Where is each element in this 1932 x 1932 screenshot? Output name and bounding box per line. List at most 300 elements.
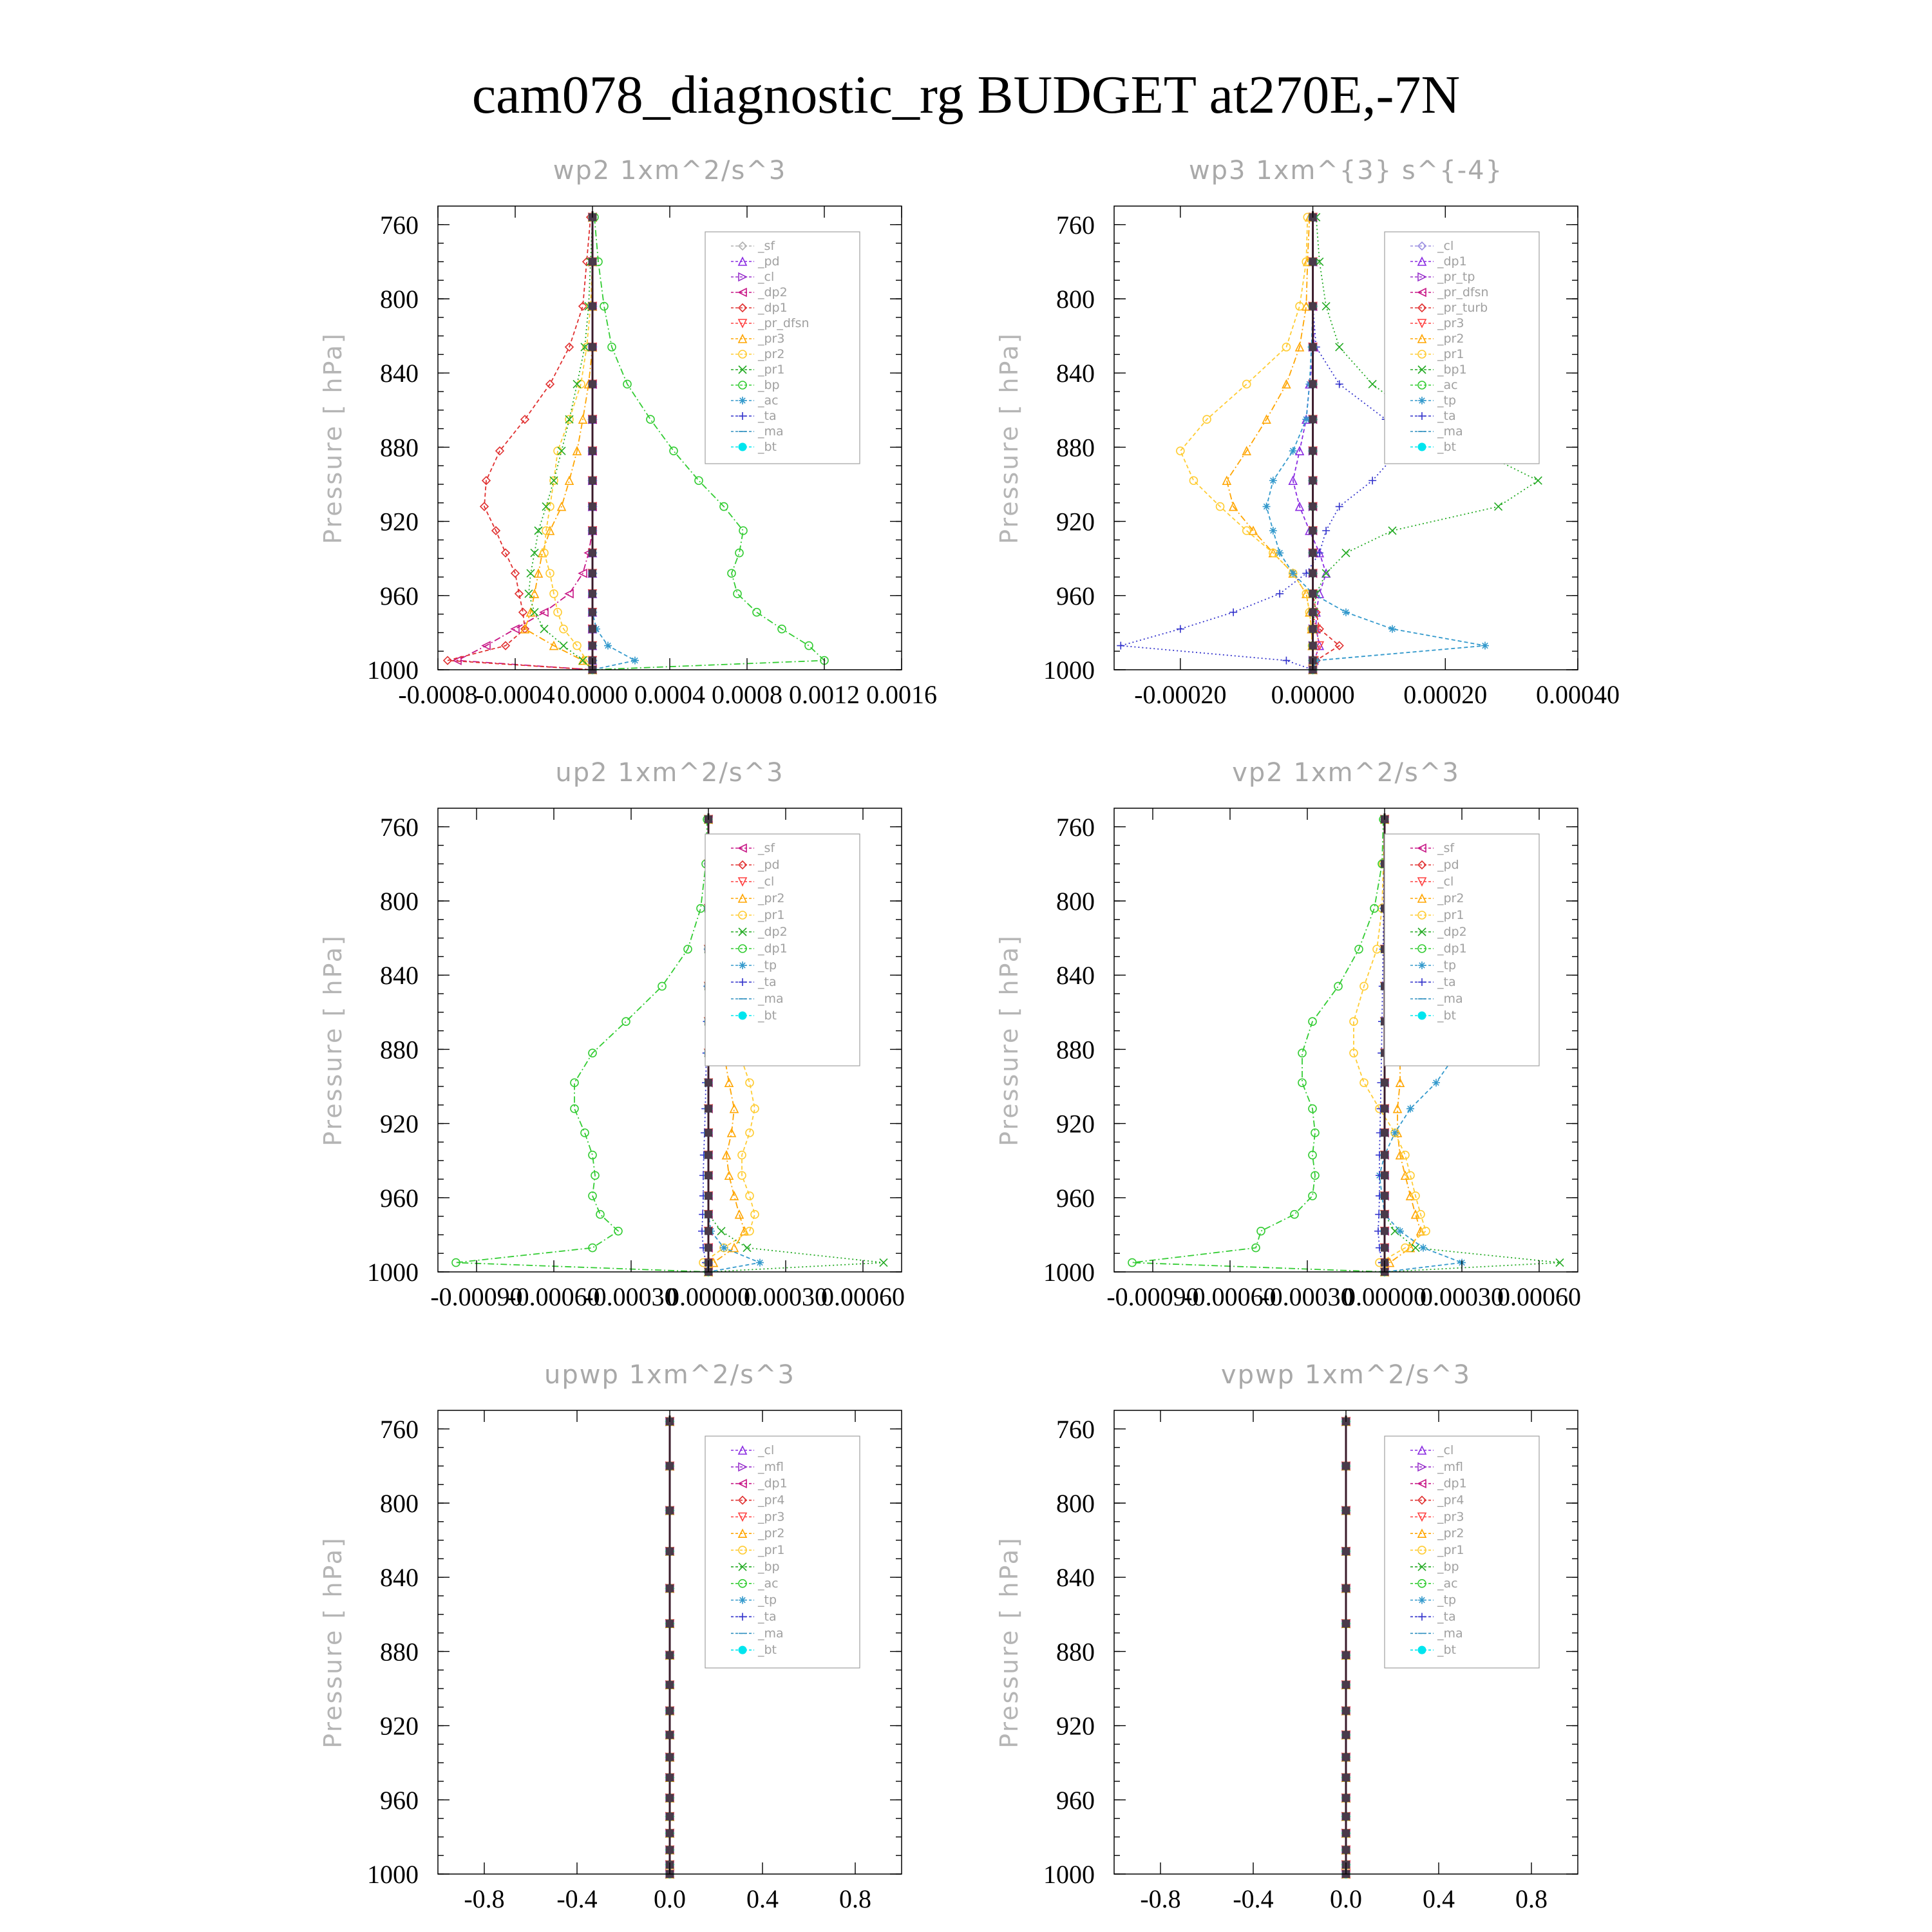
legend-label: _pr3 bbox=[758, 1510, 785, 1524]
y-tick-label: 760 bbox=[1056, 812, 1095, 842]
zero-marker bbox=[1342, 1846, 1350, 1854]
data-point bbox=[596, 1211, 604, 1218]
zero-marker bbox=[705, 1151, 712, 1159]
zero-marker bbox=[1309, 625, 1317, 633]
x-tick-label: 0.4 bbox=[746, 1884, 779, 1913]
legend-label: _pr4 bbox=[758, 1493, 785, 1508]
zero-marker bbox=[1342, 1651, 1350, 1659]
legend-label: _ma bbox=[758, 424, 784, 439]
zero-marker bbox=[1381, 1244, 1388, 1252]
zero-marker bbox=[589, 527, 596, 535]
legend-label: _pr2 bbox=[1437, 1526, 1464, 1541]
legend-label: _cl bbox=[1437, 875, 1454, 889]
data-point bbox=[1298, 1049, 1306, 1057]
legend-label: _bt bbox=[1437, 440, 1457, 454]
panel-3 bbox=[319, 758, 905, 1311]
legend-label: _cl bbox=[1437, 239, 1454, 253]
zero-marker bbox=[1342, 1813, 1350, 1821]
data-point bbox=[511, 625, 519, 633]
legend-label: _bt bbox=[758, 440, 777, 454]
y-tick-label: 840 bbox=[1056, 961, 1095, 990]
data-point bbox=[717, 1227, 725, 1235]
legend-label: _ta bbox=[758, 1609, 777, 1624]
series-line bbox=[529, 217, 592, 670]
zero-marker bbox=[1381, 1227, 1388, 1235]
zero-marker bbox=[1381, 1171, 1388, 1179]
legend-marker bbox=[739, 443, 746, 451]
legend-label: _sf bbox=[1437, 841, 1455, 855]
legend-label: _pr2 bbox=[1437, 891, 1464, 905]
panel-title: vp2 1xm^2/s^3 bbox=[1232, 758, 1460, 788]
legend-label: _bt bbox=[1437, 1009, 1457, 1023]
panel-6 bbox=[995, 1360, 1578, 1913]
legend-label: _cl bbox=[758, 270, 775, 284]
legend-label: _pr1 bbox=[1437, 1543, 1464, 1558]
zero-marker bbox=[1342, 1462, 1350, 1470]
legend-label: _tp bbox=[1437, 1593, 1457, 1607]
data-point bbox=[1391, 1129, 1399, 1137]
legend-label: _pd bbox=[758, 254, 780, 269]
legend-marker bbox=[739, 961, 746, 969]
x-tick-label: -0.8 bbox=[1140, 1884, 1181, 1913]
data-point bbox=[1406, 1105, 1414, 1113]
zero-marker bbox=[1309, 447, 1317, 455]
x-tick-label: -0.00060 bbox=[507, 1282, 600, 1311]
legend-label: _ta bbox=[1437, 1609, 1456, 1624]
legend-label: _ma bbox=[1437, 992, 1463, 1006]
figure-title: cam078_diagnostic_rg BUDGET at270E,-7N bbox=[471, 65, 1461, 125]
x-tick-label: 0.0008 bbox=[712, 680, 782, 709]
legend-marker bbox=[739, 1596, 746, 1604]
series-dp1 bbox=[1128, 815, 1388, 1276]
legend bbox=[705, 834, 860, 1066]
series-dp1 bbox=[1289, 213, 1330, 674]
series-line bbox=[1227, 217, 1313, 670]
legend-marker bbox=[739, 1646, 746, 1654]
data-point bbox=[542, 503, 550, 511]
data-point bbox=[1534, 477, 1542, 484]
x-tick-label: -0.0008 bbox=[398, 680, 478, 709]
legend-label: _ac bbox=[1437, 1576, 1458, 1591]
data-point bbox=[1177, 625, 1184, 633]
legend-label: _pr_tp bbox=[1437, 270, 1475, 284]
data-point bbox=[1229, 609, 1237, 616]
data-point bbox=[1322, 527, 1330, 535]
zero-marker bbox=[1342, 1681, 1350, 1689]
data-point bbox=[1336, 380, 1343, 388]
data-point bbox=[1269, 477, 1277, 484]
y-tick-label: 920 bbox=[1056, 1109, 1095, 1139]
zero-marker bbox=[589, 415, 596, 423]
x-tick-label: 0.00000 bbox=[1271, 680, 1355, 709]
x-tick-label: -0.00090 bbox=[430, 1282, 523, 1311]
data-point bbox=[535, 527, 542, 535]
legend-marker bbox=[1418, 1012, 1426, 1019]
legend bbox=[705, 232, 860, 464]
legend-label: _pd bbox=[758, 858, 780, 872]
panel-2 bbox=[995, 156, 1620, 709]
legend bbox=[1385, 834, 1539, 1066]
x-tick-label: 0.00000 bbox=[1343, 1282, 1426, 1311]
legend-label: _pr_turb bbox=[1437, 301, 1488, 315]
zero-marker bbox=[589, 503, 596, 511]
x-tick-label: 0.00040 bbox=[1536, 680, 1620, 709]
zero-marker bbox=[1309, 590, 1317, 598]
zero-marker bbox=[666, 1462, 674, 1470]
legend-label: _dp1 bbox=[1437, 1476, 1467, 1491]
zero-marker bbox=[589, 380, 596, 388]
x-tick-label: -0.4 bbox=[556, 1884, 598, 1913]
x-tick-label: 0.0 bbox=[1330, 1884, 1362, 1913]
data-point bbox=[1342, 549, 1350, 557]
legend-label: _ac bbox=[758, 1576, 779, 1591]
x-tick-label: -0.00060 bbox=[1184, 1282, 1276, 1311]
data-point bbox=[558, 447, 565, 455]
x-tick-label: 0.8 bbox=[839, 1884, 871, 1913]
data-point bbox=[1336, 343, 1343, 351]
data-point bbox=[581, 343, 589, 351]
legend-label: _cl bbox=[758, 1443, 775, 1457]
zero-marker bbox=[589, 258, 596, 265]
series-line bbox=[1121, 217, 1399, 670]
zero-marker bbox=[1309, 569, 1317, 577]
y-tick-label: 1000 bbox=[367, 1860, 419, 1889]
y-tick-label: 960 bbox=[380, 581, 419, 611]
legend-marker bbox=[1418, 397, 1426, 404]
x-tick-label: 0.0004 bbox=[634, 680, 705, 709]
legend-label: _tp bbox=[1437, 393, 1457, 408]
data-point bbox=[805, 642, 813, 650]
data-point bbox=[734, 590, 741, 598]
y-tick-label: 960 bbox=[380, 1183, 419, 1213]
legend-label: _tp bbox=[758, 1593, 777, 1607]
legend-label: _cl bbox=[1437, 1443, 1454, 1457]
zero-marker bbox=[1342, 1794, 1350, 1802]
y-tick-label: 1000 bbox=[1043, 656, 1095, 685]
x-tick-label: 0.00060 bbox=[821, 1282, 905, 1311]
y-tick-label: 920 bbox=[1056, 1711, 1095, 1741]
series-line bbox=[448, 217, 592, 670]
data-point bbox=[1334, 982, 1342, 990]
y-tick-label: 920 bbox=[380, 1711, 419, 1741]
x-tick-label: 0.0 bbox=[654, 1884, 686, 1913]
data-point bbox=[581, 1129, 589, 1137]
data-point bbox=[1189, 477, 1197, 484]
data-point bbox=[695, 477, 703, 484]
legend-label: _mfl bbox=[1437, 1459, 1463, 1474]
zero-marker bbox=[1309, 343, 1317, 351]
y-tick-label: 760 bbox=[1056, 1414, 1095, 1444]
zero-marker bbox=[589, 447, 596, 455]
zero-marker bbox=[666, 1813, 674, 1821]
zero-marker bbox=[1309, 380, 1317, 388]
panel-title: upwp 1xm^2/s^3 bbox=[544, 1360, 795, 1390]
legend-label: _pr1 bbox=[1437, 347, 1464, 361]
data-point bbox=[1495, 503, 1502, 511]
x-tick-label: -0.0004 bbox=[475, 680, 555, 709]
series-line bbox=[1180, 217, 1313, 670]
data-point bbox=[1269, 527, 1277, 535]
zero-marker bbox=[666, 1794, 674, 1802]
legend-label: _tp bbox=[1437, 958, 1457, 972]
zero-marker bbox=[705, 1192, 712, 1200]
legend-label: _bt bbox=[1437, 1643, 1457, 1658]
y-tick-label: 840 bbox=[380, 961, 419, 990]
panel-title: vpwp 1xm^2/s^3 bbox=[1220, 1360, 1472, 1390]
series-pr1 bbox=[525, 213, 596, 674]
legend-label: _pr_dfsn bbox=[1437, 285, 1489, 299]
data-point bbox=[540, 625, 548, 633]
x-tick-label: 0.00030 bbox=[1420, 1282, 1504, 1311]
legend-label: _ta bbox=[1437, 975, 1456, 989]
zero-marker bbox=[1381, 1211, 1388, 1218]
y-axis-label: Pressure [ hPa] bbox=[319, 934, 347, 1146]
zero-marker bbox=[705, 1129, 712, 1137]
legend-label: _dp1 bbox=[758, 942, 788, 956]
series-ta bbox=[1117, 213, 1403, 674]
zero-marker bbox=[1342, 1584, 1350, 1592]
panel-title: up2 1xm^2/s^3 bbox=[555, 758, 784, 788]
legend-label: _pr2 bbox=[1437, 332, 1464, 346]
data-point bbox=[604, 642, 612, 650]
y-tick-label: 920 bbox=[380, 1109, 419, 1139]
zero-marker bbox=[666, 1620, 674, 1627]
legend-label: _sf bbox=[758, 239, 775, 253]
y-tick-label: 920 bbox=[1056, 507, 1095, 536]
zero-marker bbox=[666, 1507, 674, 1515]
legend-label: _pr4 bbox=[1437, 1493, 1464, 1508]
y-axis-label: Pressure [ hPa] bbox=[319, 332, 347, 544]
data-point bbox=[720, 1244, 728, 1252]
data-point bbox=[1396, 1227, 1404, 1235]
zero-marker bbox=[1381, 1079, 1388, 1086]
x-tick-label: -0.00020 bbox=[1134, 680, 1227, 709]
y-tick-label: 800 bbox=[380, 1489, 419, 1518]
zero-marker bbox=[1342, 1707, 1350, 1715]
zero-marker bbox=[1309, 549, 1317, 557]
series-line bbox=[592, 217, 635, 670]
zero-marker bbox=[705, 1227, 712, 1235]
data-point bbox=[1289, 569, 1297, 577]
data-point bbox=[1388, 527, 1396, 535]
legend-label: _dp1 bbox=[1437, 254, 1467, 269]
zero-marker bbox=[1381, 1105, 1388, 1113]
series-pr2 bbox=[540, 213, 596, 674]
y-tick-label: 760 bbox=[1056, 210, 1095, 240]
data-point bbox=[735, 1211, 743, 1218]
x-tick-label: -0.00090 bbox=[1106, 1282, 1199, 1311]
y-tick-label: 960 bbox=[1056, 1183, 1095, 1213]
series-dp1 bbox=[444, 213, 596, 674]
legend-label: _ac bbox=[758, 393, 779, 408]
y-tick-label: 800 bbox=[380, 285, 419, 314]
legend-label: _pr2 bbox=[758, 1526, 785, 1541]
series-line bbox=[456, 819, 708, 1272]
y-tick-label: 920 bbox=[380, 507, 419, 536]
legend-label: _pr3 bbox=[758, 332, 785, 346]
zero-marker bbox=[1309, 303, 1317, 310]
zero-marker bbox=[1342, 1507, 1350, 1515]
y-tick-label: 840 bbox=[1056, 1563, 1095, 1593]
legend-marker bbox=[739, 397, 746, 404]
panel-5 bbox=[319, 1360, 902, 1913]
data-point bbox=[622, 1018, 630, 1025]
y-tick-label: 880 bbox=[1056, 1035, 1095, 1065]
y-tick-label: 760 bbox=[380, 210, 419, 240]
series-line bbox=[1132, 819, 1385, 1272]
y-tick-label: 800 bbox=[1056, 887, 1095, 916]
legend-label: _pr2 bbox=[758, 347, 785, 361]
data-point bbox=[1282, 657, 1290, 665]
zero-marker bbox=[589, 590, 596, 598]
legend-label: _cl bbox=[758, 875, 775, 889]
zero-marker bbox=[1309, 258, 1317, 265]
x-tick-label: 0.00030 bbox=[744, 1282, 828, 1311]
zero-marker bbox=[666, 1584, 674, 1592]
data-point bbox=[560, 642, 567, 650]
zero-marker bbox=[589, 303, 596, 310]
legend-label: _pr1 bbox=[758, 363, 785, 377]
data-point bbox=[880, 1259, 887, 1267]
y-tick-label: 760 bbox=[380, 812, 419, 842]
y-tick-label: 1000 bbox=[367, 1258, 419, 1287]
series-line bbox=[1293, 217, 1326, 670]
x-tick-label: 0.00020 bbox=[1403, 680, 1488, 709]
x-tick-label: 0.00060 bbox=[1497, 1282, 1581, 1311]
data-point bbox=[725, 1171, 733, 1179]
y-tick-label: 1000 bbox=[1043, 1258, 1095, 1287]
y-tick-label: 800 bbox=[380, 887, 419, 916]
y-tick-label: 880 bbox=[380, 1637, 419, 1667]
zero-marker bbox=[666, 1707, 674, 1715]
legend-label: _ma bbox=[1437, 1626, 1463, 1641]
y-tick-label: 1000 bbox=[1043, 1860, 1095, 1889]
data-point bbox=[1291, 1211, 1298, 1218]
legend bbox=[1385, 232, 1539, 464]
data-point bbox=[1368, 380, 1376, 388]
zero-marker bbox=[589, 625, 596, 633]
zero-marker bbox=[1381, 1192, 1388, 1200]
zero-marker bbox=[1309, 527, 1317, 535]
legend-label: _pr3 bbox=[1437, 1510, 1464, 1524]
legend-marker bbox=[1418, 1646, 1426, 1654]
chart-panels bbox=[319, 156, 1620, 1913]
legend-label: _dp1 bbox=[1437, 942, 1467, 956]
legend bbox=[705, 1436, 860, 1668]
series-dp2 bbox=[453, 213, 596, 674]
legend-label: _mfl bbox=[758, 1459, 784, 1474]
zero-marker bbox=[705, 1105, 712, 1113]
data-point bbox=[743, 1244, 751, 1252]
data-point bbox=[525, 590, 533, 598]
x-tick-label: -0.00030 bbox=[1261, 1282, 1354, 1311]
data-point bbox=[751, 1211, 759, 1218]
x-tick-label: 0.00000 bbox=[667, 1282, 750, 1311]
y-tick-label: 880 bbox=[1056, 1637, 1095, 1667]
legend-label: _dp1 bbox=[758, 1476, 788, 1491]
y-tick-label: 880 bbox=[1056, 433, 1095, 462]
data-point bbox=[1388, 625, 1396, 633]
legend-label: _ma bbox=[1437, 424, 1463, 439]
zero-marker bbox=[1381, 1129, 1388, 1137]
data-point bbox=[647, 415, 654, 423]
zero-marker bbox=[1309, 642, 1317, 650]
zero-marker bbox=[1342, 1620, 1350, 1627]
zero-marker bbox=[1309, 415, 1317, 423]
y-tick-label: 800 bbox=[1056, 1489, 1095, 1518]
legend-label: _pr_dfsn bbox=[758, 316, 810, 330]
data-point bbox=[670, 447, 677, 455]
panel-4 bbox=[995, 758, 1581, 1311]
legend-label: _dp1 bbox=[758, 301, 788, 315]
zero-marker bbox=[666, 1846, 674, 1854]
legend-label: _sf bbox=[758, 841, 775, 855]
legend-label: _pr1 bbox=[758, 908, 785, 922]
y-tick-label: 880 bbox=[380, 1035, 419, 1065]
zero-marker bbox=[589, 549, 596, 557]
data-point bbox=[1360, 1079, 1368, 1086]
zero-marker bbox=[589, 642, 596, 650]
data-point bbox=[756, 1259, 764, 1267]
x-tick-label: 0.0016 bbox=[866, 680, 937, 709]
y-tick-label: 840 bbox=[380, 359, 419, 388]
legend-label: _bt bbox=[758, 1009, 777, 1023]
x-tick-label: 0.8 bbox=[1515, 1884, 1548, 1913]
zero-marker bbox=[666, 1754, 674, 1761]
zero-marker bbox=[1309, 477, 1317, 484]
zero-marker bbox=[1381, 1151, 1388, 1159]
zero-marker bbox=[1342, 1830, 1350, 1837]
legend-marker bbox=[1418, 443, 1426, 451]
data-point bbox=[631, 657, 639, 665]
zero-marker bbox=[589, 609, 596, 616]
zero-marker bbox=[1342, 1548, 1350, 1555]
zero-marker bbox=[589, 477, 596, 484]
y-tick-label: 960 bbox=[1056, 581, 1095, 611]
legend-label: _pd bbox=[1437, 858, 1459, 872]
x-tick-label: 0.4 bbox=[1423, 1884, 1455, 1913]
zero-marker bbox=[666, 1830, 674, 1837]
legend-label: _pr1 bbox=[758, 1543, 785, 1558]
legend-label: _dp2 bbox=[758, 285, 788, 299]
series-ac bbox=[589, 213, 639, 674]
data-point bbox=[1117, 642, 1124, 650]
series-line bbox=[457, 217, 592, 670]
x-tick-label: 0.0000 bbox=[557, 680, 628, 709]
zero-marker bbox=[705, 1171, 712, 1179]
data-point bbox=[1309, 1192, 1316, 1200]
data-point bbox=[1177, 447, 1184, 455]
x-tick-label: -0.4 bbox=[1233, 1884, 1274, 1913]
legend-label: _ta bbox=[758, 975, 777, 989]
y-axis-label: Pressure [ hPa] bbox=[995, 1536, 1023, 1748]
y-tick-label: 760 bbox=[380, 1414, 419, 1444]
legend-label: _ma bbox=[758, 992, 784, 1006]
legend-label: _bp bbox=[758, 1559, 780, 1574]
panel-1 bbox=[319, 156, 937, 709]
x-tick-label: -0.8 bbox=[464, 1884, 505, 1913]
zero-marker bbox=[1309, 609, 1317, 616]
data-point bbox=[1289, 447, 1297, 455]
zero-marker bbox=[705, 1079, 712, 1086]
series-pr3 bbox=[1309, 213, 1323, 674]
y-tick-label: 840 bbox=[380, 1563, 419, 1593]
y-tick-label: 960 bbox=[380, 1785, 419, 1815]
data-point bbox=[565, 477, 573, 484]
y-axis-label: Pressure [ hPa] bbox=[319, 1536, 347, 1748]
x-tick-label: -0.00030 bbox=[585, 1282, 677, 1311]
legend-marker bbox=[1418, 961, 1426, 969]
